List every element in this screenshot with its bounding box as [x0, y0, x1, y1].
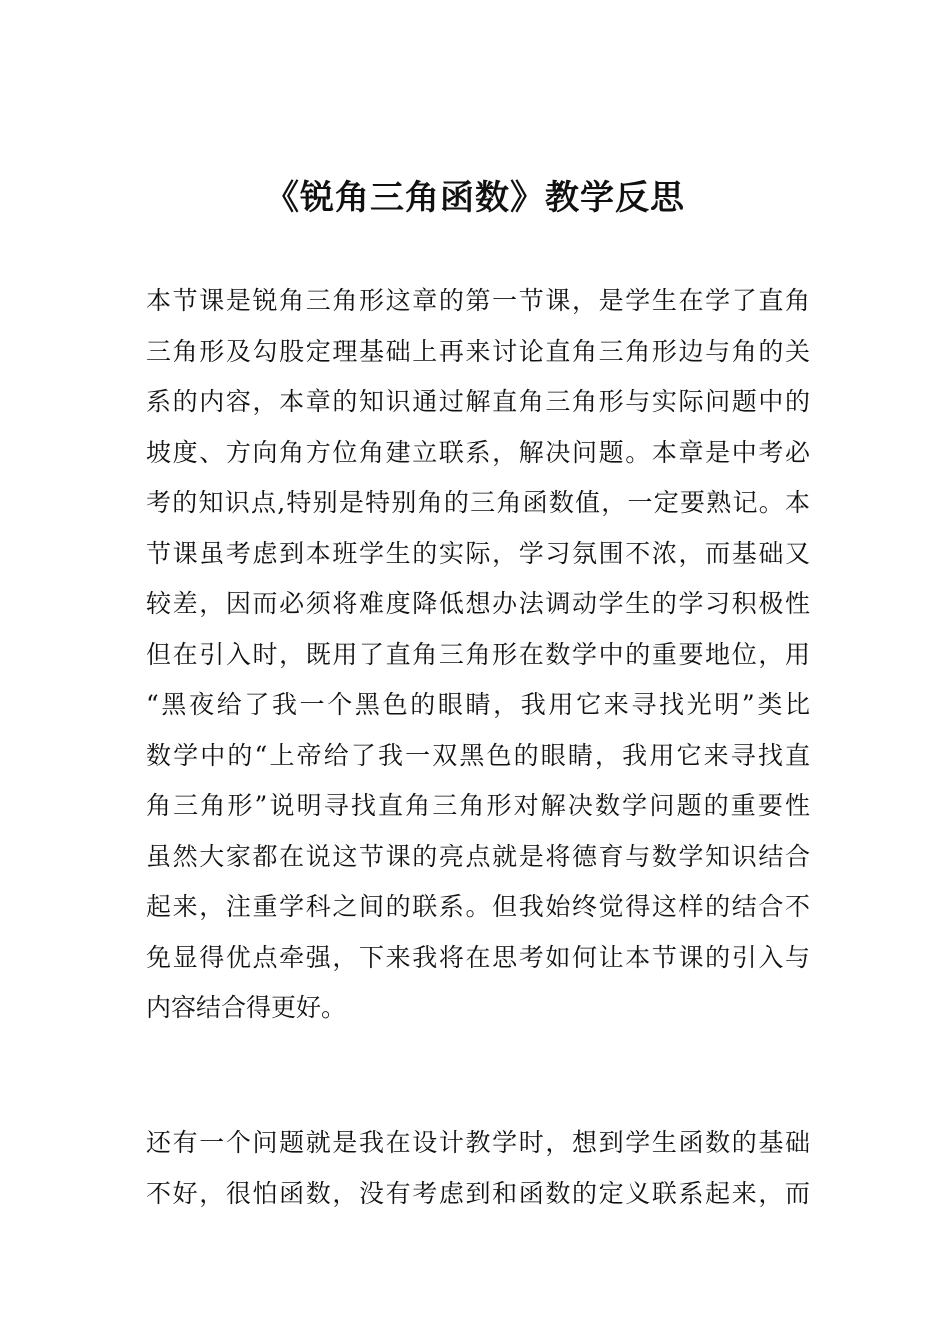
- paragraph-line: 三角形及勾股定理基础上再来讨论直角三角形边与角的关: [146, 336, 810, 366]
- paragraph-line: 虽然大家都在说这节课的亮点就是将德育与数学知识结合: [146, 841, 810, 871]
- paragraph-1: [146, 276, 810, 1034]
- paragraph-line: 本节课是锐角三角形这章的第一节课，是学生在学了直角: [146, 286, 810, 315]
- paragraph-line: 节课虽考虑到本班学生的实际，学习氛围不浓，而基础又: [146, 538, 810, 568]
- paragraph-line: 数学中的“上帝给了我一双黑色的眼睛，我用它来寻找直: [146, 740, 810, 770]
- paragraph-2: [146, 1118, 810, 1219]
- paragraph-line: 但在引入时，既用了直角三角形在数学中的重要地位，用: [146, 639, 810, 669]
- paragraph-line: 坡度、方向角方位角建立联系，解决问题。本章是中考必: [146, 437, 810, 467]
- paragraph-line: 角三角形”说明寻找直角三角形对解决数学问题的重要性: [146, 791, 810, 820]
- paragraph-line: 较差，因而必须将难度降低想办法调动学生的学习积极性: [146, 589, 810, 618]
- paragraph-line: “黑夜给了我一个黑色的眼睛，我用它来寻找光明”类比: [146, 690, 810, 719]
- paragraph-line: 免显得优点牵强，下来我将在思考如何让本节课的引入与: [146, 942, 810, 972]
- paragraph-line: 不好，很怕函数，没有考虑到和函数的定义联系起来，而: [146, 1178, 810, 1208]
- paragraph-line: 还有一个问题就是我在设计教学时，想到学生函数的基础: [146, 1128, 810, 1157]
- document-title: 《锐角三角函数》教学反思: [265, 178, 685, 218]
- paragraph-line: 考的知识点,特别是特别角的三角函数值，一定要熟记。本: [146, 488, 810, 517]
- paragraph-line: 内容结合得更好。: [146, 993, 347, 1022]
- paragraph-line: 系的内容，本章的知识通过解直角三角形与实际问题中的: [146, 387, 810, 416]
- paragraph-line: 起来，注重学科之间的联系。但我始终觉得这样的结合不: [146, 892, 810, 921]
